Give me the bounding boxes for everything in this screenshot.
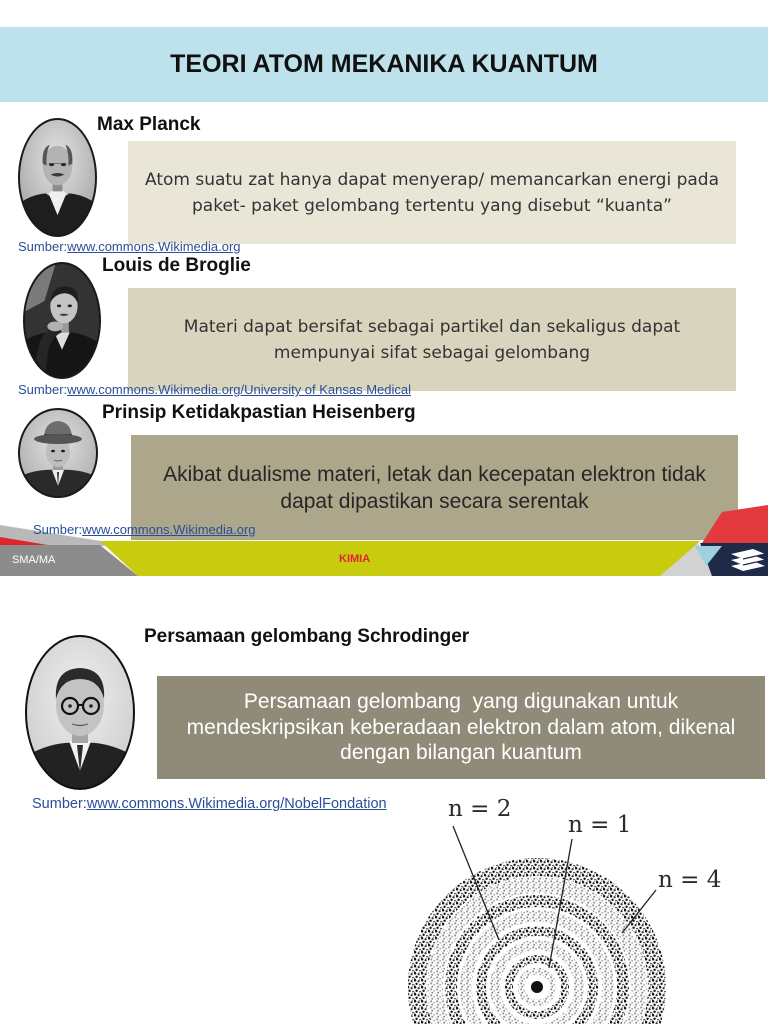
source-label: Sumber: <box>32 796 87 812</box>
source-link[interactable]: www.commons.Wikimedia.org/NobelFondation <box>86 796 387 812</box>
description-box-de-broglie <box>128 288 736 391</box>
section-name-planck: Max Planck <box>97 114 201 135</box>
source-label: Sumber: <box>18 239 68 254</box>
section-name-schrodinger: Persamaan gelombang Schrodinger <box>144 626 470 647</box>
section-name-heisenberg: Prinsip Ketidakpastian Heisenberg <box>102 402 416 423</box>
source-link[interactable]: www.commons.Wikimedia.org <box>82 522 256 537</box>
footer-banner <box>0 505 768 576</box>
portrait-louis-de-broglie <box>23 262 101 379</box>
description-box-schrodinger <box>157 676 765 779</box>
orbital-label-n2: n = 2 <box>448 796 512 822</box>
image-source <box>33 522 256 538</box>
electron-cloud <box>417 867 657 1024</box>
source-link[interactable]: www.commons.Wikimedia.org/University of Kansas Medical <box>67 382 412 397</box>
source-label: Sumber: <box>18 382 68 397</box>
title-bar <box>0 27 768 102</box>
source-link[interactable]: www.commons.Wikimedia.org <box>67 239 241 254</box>
description-text: Materi dapat bersifat sebagai partikel dan sekaligus dapat mempunyai sifat sebagai gelombang <box>183 316 681 363</box>
footer-level-label: SMA/MA <box>12 554 56 566</box>
description-text: Persamaan gelombang yang digunakan untuk mendeskripsikan keberadaan elektron dalam atom, dikenal dengan bilangan kuantum <box>186 690 742 765</box>
orbital-label-n1: n = 1 <box>568 812 632 838</box>
source-label: Sumber: <box>33 522 83 537</box>
slide-2 <box>0 576 768 1024</box>
description-box-planck <box>128 141 736 244</box>
section-name-de-broglie: Louis de Broglie <box>102 255 251 276</box>
footer-subject-label: KIMIA <box>339 553 371 565</box>
portrait-schrodinger <box>25 635 135 790</box>
nucleus <box>531 981 543 993</box>
image-source <box>18 382 411 398</box>
portrait-max-planck <box>18 118 97 237</box>
description-text: Akibat dualisme materi, letak dan kecepatan elektron tidak dapat dipastikan secara serentak <box>163 462 706 513</box>
description-text: Atom suatu zat hanya dapat menyerap/ memancarkan energi pada paket- paket gelombang tertentu yang disebut “kuanta” <box>144 169 720 216</box>
image-source <box>32 795 387 813</box>
image-source <box>18 239 241 255</box>
electron-orbital-diagram <box>400 790 730 1024</box>
orbital-label-n4: n = 4 <box>658 867 722 893</box>
slide-title: TEORI ATOM MEKANIKA KUANTUM <box>170 50 598 78</box>
portrait-heisenberg <box>18 408 98 498</box>
